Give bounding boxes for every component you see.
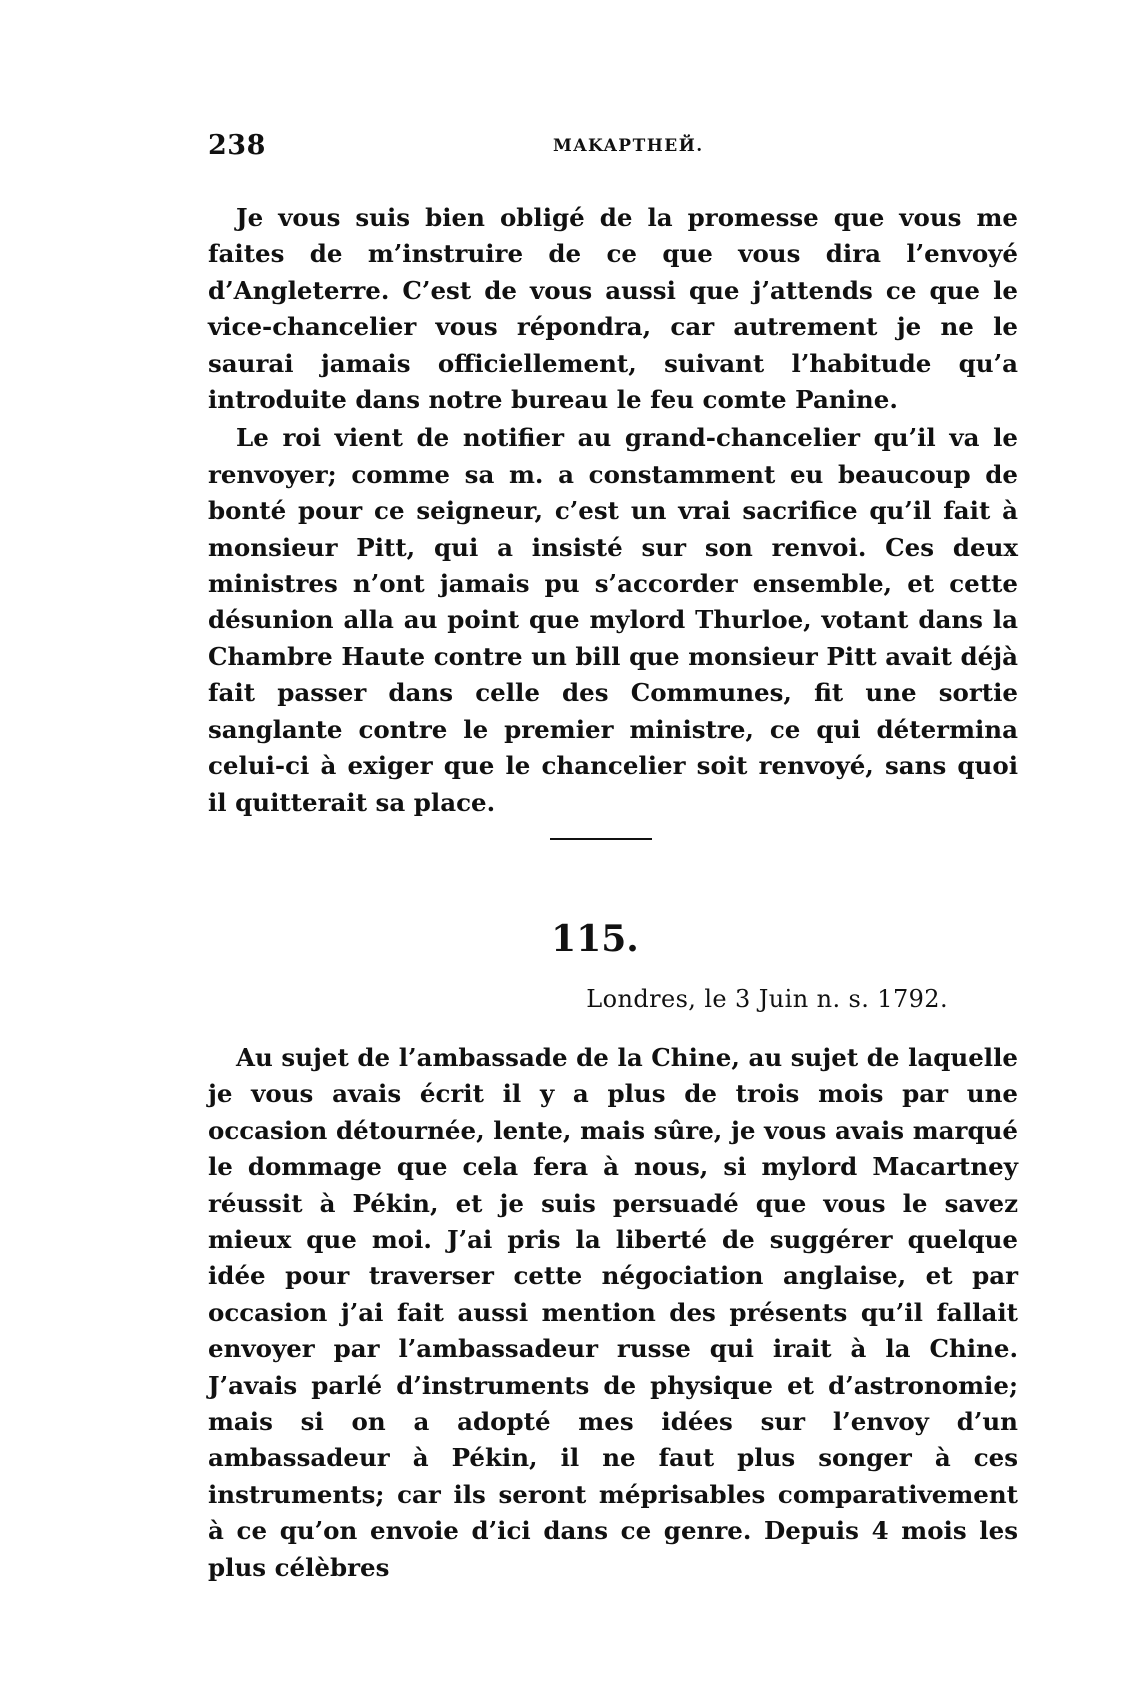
page-number: 238 bbox=[208, 130, 266, 161]
running-head: MAKAPTHEЙ. bbox=[553, 136, 704, 156]
letter-number: 115. bbox=[551, 918, 639, 960]
paragraph: Le roi vient de notifier au grand-chancelier qu’il va le renvoyer; comme sa m. a constamment eu beaucoup de bonté pour ce seigneur, c’est un vrai sacrifice qu’il fait à monsieur Pitt, qui a insisté sur son renvoi. Ces deux ministres n’ont jamais pu s’accorder ensemble, et cette désunion alla au point que mylord Thurloe, votant dans la Chambre Haute contre un bill que monsieur Pitt avait déjà fait passer dans celle des Communes, fit une sortie sanglante contre le premier ministre, ce qui détermina celui-ci à exiger que le chancelier soit renvoyé, sans quoi il quitterait sa place. bbox=[208, 423, 1018, 817]
paragraph: Je vous suis bien obligé de la promesse que vous me faites de m’instruire de ce que vous dira l’envoyé d’Angleterre. C’est de vous aussi que j’attends ce que le vice-chancelier vous répondra, car autrement je ne le saurai jamais officiellement, suivant l’habitude qu’a introduite dans notre bureau le feu comte Panine. bbox=[208, 203, 1018, 415]
dateline: Londres, le 3 Juin n. s. 1792. bbox=[586, 985, 948, 1013]
letter-text bbox=[208, 1040, 1018, 1586]
section-divider bbox=[550, 838, 652, 840]
paragraph: Au sujet de l’ambassade de la Chine, au sujet de laquelle je vous avais écrit il y a plus de trois mois par une occasion détournée, lente, mais sûre, je vous avais marqué le dommage que cela fera à nous, si mylord Macartney réussit à Pékin, et je suis persuadé que vous le savez mieux que moi. J’ai pris la liberté de suggérer quelque idée pour traverser cette négociation anglaise, et par occasion j’ai fait aussi mention des présents qu’il fallait envoyer par l’ambassadeur russe qui irait à la Chine. J’avais parlé d’instruments de physique et d’astronomie; mais si on a adopté mes idées sur l’envoy d’un ambassadeur à Pékin, il ne faut plus songer à ces instruments; car ils seront méprisables comparativement à ce qu’on envoie d’ici dans ce genre. Depuis 4 mois les plus célèbres bbox=[208, 1043, 1018, 1582]
page-header bbox=[208, 130, 1018, 170]
previous-letter-text bbox=[208, 200, 1018, 821]
